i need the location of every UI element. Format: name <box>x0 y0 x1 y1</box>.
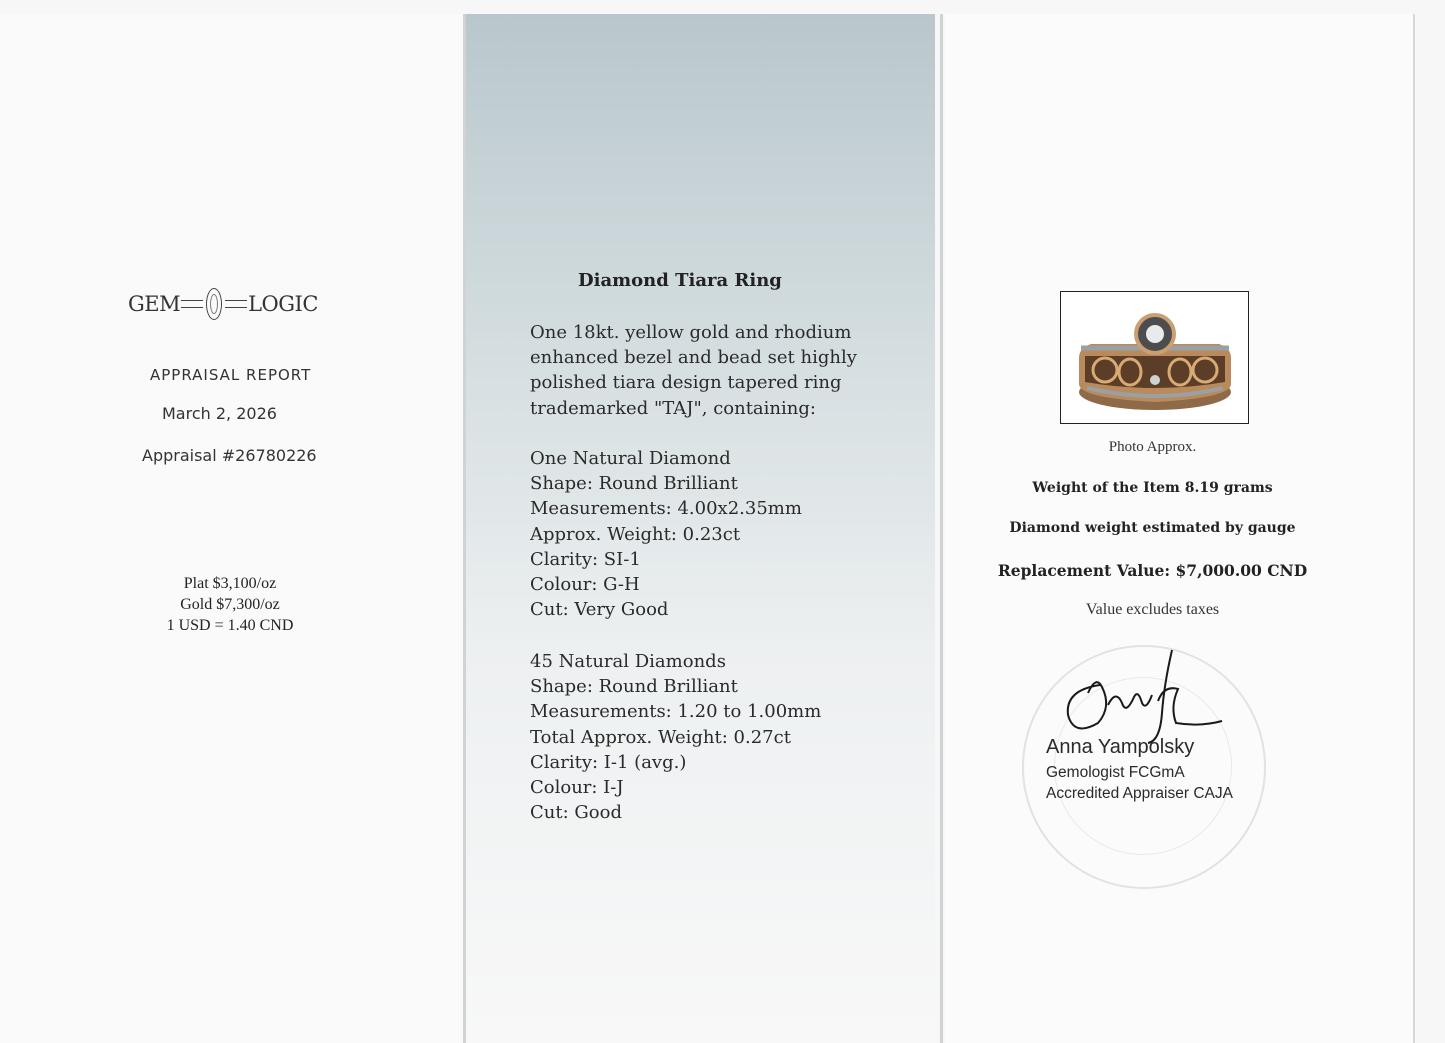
description-line: One 18kt. yellow gold and rhodium <box>530 322 852 343</box>
appraiser-accreditation: Accredited Appraiser CAJA <box>1046 785 1233 802</box>
stone-line: Measurements: 1.20 to 1.00mm <box>530 701 822 723</box>
photo-caption: Photo Approx. <box>1108 439 1197 455</box>
appraiser-signature <box>1060 645 1240 745</box>
exchange-rate: 1 USD = 1.40 CND <box>166 617 294 634</box>
item-weight: Weight of the Item 8.19 grams <box>1032 480 1273 496</box>
diamond-icon <box>206 288 222 320</box>
report-title: APPRAISAL REPORT <box>150 366 312 384</box>
stone-line: Cut: Good <box>530 802 622 824</box>
platinum-rate: Plat $3,100/oz <box>183 575 277 592</box>
left-panel <box>0 14 463 1043</box>
item-description <box>530 320 857 421</box>
logo-bar-icon <box>225 300 247 308</box>
replacement-value: Replacement Value: $7,000.00 CND <box>997 561 1308 580</box>
description-line: polished tiara design tapered ring <box>530 372 842 394</box>
stone-line: Shape: Round Brilliant <box>530 473 738 495</box>
stone-line: Total Approx. Weight: 0.27ct <box>530 726 791 748</box>
appraiser-credential: Gemologist FCGmA <box>1046 764 1185 781</box>
logo-text-right: LOGIC <box>248 292 318 316</box>
fold-divider <box>940 14 943 1043</box>
ring-photo <box>1060 291 1249 424</box>
stone-line: Shape: Round Brilliant <box>530 676 738 698</box>
appraisal-number: Appraisal #26780226 <box>142 446 317 465</box>
stone-line: Clarity: I-1 (avg.) <box>530 751 687 773</box>
fold-divider <box>463 14 466 1043</box>
metal-rates <box>150 573 310 636</box>
accent-diamonds-details <box>530 649 821 825</box>
stone-line: Approx. Weight: 0.23ct <box>530 523 741 545</box>
center-diamond-details <box>530 446 802 622</box>
item-title: Diamond Tiara Ring <box>578 270 782 291</box>
stone-line: Clarity: SI-1 <box>530 548 641 570</box>
gauge-note: Diamond weight estimated by gauge <box>1009 520 1296 536</box>
stone-line: Measurements: 4.00x2.35mm <box>530 498 802 520</box>
stone-line: Colour: I-J <box>530 777 624 799</box>
company-logo <box>128 288 318 320</box>
description-line: trademarked "TAJ", containing: <box>530 397 816 419</box>
logo-bar-icon <box>181 300 203 308</box>
stone-line: Colour: G-H <box>530 574 640 596</box>
logo-text-left: GEM <box>128 292 181 316</box>
ring-photo-image <box>1061 292 1248 423</box>
stone-line: 45 Natural Diamonds <box>530 651 726 672</box>
description-line: enhanced bezel and bead set highly <box>530 347 857 369</box>
tax-note: Value excludes taxes <box>1085 601 1220 618</box>
appraiser-name: Anna Yampolsky <box>1046 736 1195 758</box>
gold-rate: Gold $7,300/oz <box>180 596 280 613</box>
report-date: March 2, 2026 <box>162 404 277 423</box>
stone-line: One Natural Diamond <box>530 448 731 469</box>
stone-line: Cut: Very Good <box>530 599 669 621</box>
